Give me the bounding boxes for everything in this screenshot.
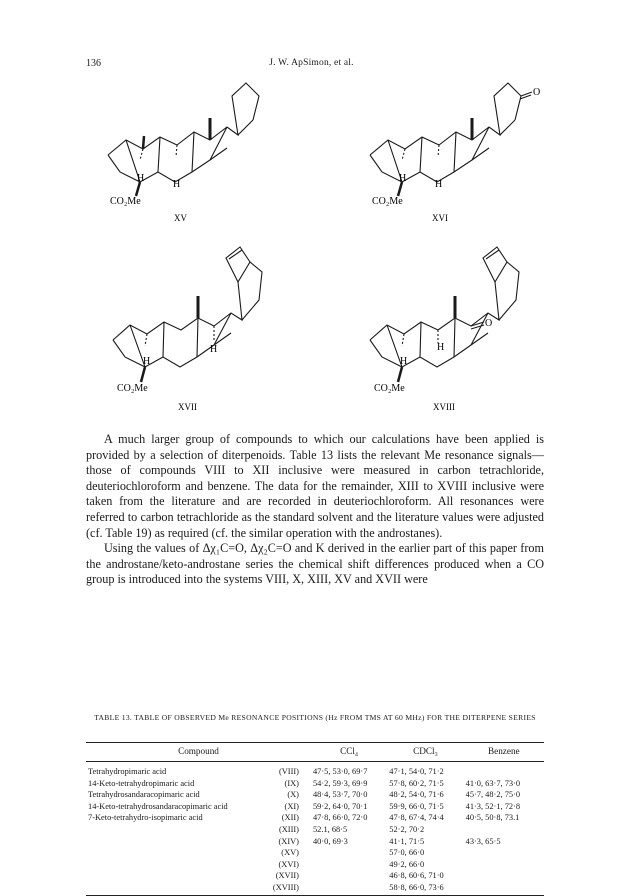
col-ccl4: CCl₄ — [340, 746, 359, 756]
compound-number: (XVIII) — [272, 882, 299, 892]
xviii-label: XVIII — [433, 402, 455, 412]
ccl4-value: 52.1, 68·5 — [312, 824, 348, 834]
compound-number: (XII) — [281, 813, 299, 823]
ccl4-value — [311, 871, 387, 883]
compound-name — [86, 883, 251, 895]
benzene-value — [464, 860, 544, 872]
compound-number: (IX) — [284, 778, 299, 788]
xvi-h-2: H — [435, 179, 443, 190]
benzene-value — [464, 762, 544, 779]
table-row — [86, 802, 544, 814]
table-body — [86, 762, 544, 896]
table-row — [86, 813, 544, 825]
compound-name: Tetrahydropimaric acid — [88, 767, 167, 776]
cdcl3-value: 57·0, 66·0 — [389, 848, 425, 858]
col-benzene: Benzene — [487, 746, 520, 756]
benzene-value: 41·3, 52·1, 72·8 — [465, 801, 521, 811]
paragraph-1: A much larger group of compounds to which our calculations have been applied is provided by a selection of diterpenoids. Table 13 lists the relevant Me resonance signals—those of compounds VIII to XII inclusive were measured in carbon tetrachloride, deuteriochloroform and benzene. The data for the remainder, XIII to XVIII inclusive were taken from the literature and are recorded in deuteriochloroform. All resonances were referred to carbon tetrachloride as the standard solvent and the literature values were adjusted (cf. Table 19) as required (cf. the similar operation with the androstanes). — [86, 432, 544, 540]
xvi-oxygen: O — [533, 87, 541, 98]
ccl4-value — [311, 883, 387, 895]
compound-name: Tetrahydrosandaracopimaric acid — [88, 790, 200, 800]
cdcl3-value: 58·8, 66·0, 73·6 — [389, 882, 444, 892]
cdcl3-value: 47·1, 54·0, 71·2 — [389, 767, 444, 776]
table-row — [86, 883, 544, 895]
compound-name — [86, 871, 251, 883]
body-text — [86, 432, 544, 588]
compound-number: (XVI) — [278, 859, 299, 869]
col-cdcl3: CDCl₃ — [413, 746, 438, 756]
benzene-value: 40·5, 50·8, 73.1 — [465, 813, 520, 823]
cdcl3-value: 49·2, 66·0 — [389, 859, 425, 869]
ccl4-value: 47·5, 53·0, 69·7 — [312, 767, 368, 776]
xv-h-1: H — [137, 173, 145, 184]
table-row — [86, 860, 544, 872]
xvi-label: XVI — [432, 213, 448, 223]
xvii-h-1: H — [143, 356, 151, 367]
compound-number: (XIV) — [278, 836, 299, 846]
table-row — [86, 779, 544, 791]
table-header-row — [86, 743, 544, 762]
cdcl3-value: 41·1, 71·5 — [389, 836, 425, 846]
col-compound: Compound — [178, 746, 219, 756]
page-number: 136 — [86, 58, 101, 69]
xviii-ester: CO₂Me — [374, 383, 405, 394]
table-row — [86, 871, 544, 883]
cdcl3-value: 48·2, 54·0, 71·6 — [389, 790, 444, 800]
structures-figure — [0, 0, 623, 430]
cdcl3-value: 57·8, 60·2, 71·5 — [389, 778, 444, 788]
compound-number: (X) — [287, 790, 299, 800]
compound-number: (VIII) — [278, 767, 299, 776]
xviii-h-2: H — [437, 342, 445, 353]
xvi-ester: CO₂Me — [372, 196, 403, 207]
ccl4-value: 48·4, 53·7, 70·0 — [312, 790, 368, 800]
table-row — [86, 848, 544, 860]
benzene-value — [464, 883, 544, 895]
xviii-oxygen: O — [485, 318, 493, 329]
compound-name — [86, 848, 251, 860]
xv-label: XV — [174, 213, 187, 223]
structure-xviii — [370, 247, 519, 382]
xvii-label: XVII — [178, 402, 197, 412]
ccl4-value — [311, 860, 387, 872]
compound-name — [86, 837, 251, 849]
xv-ester: CO₂Me — [110, 196, 141, 207]
ccl4-value: 40·0, 69·3 — [312, 836, 348, 846]
data-table — [86, 742, 544, 896]
benzene-value — [464, 825, 544, 837]
running-head: J. W. ApSimon, et al. — [269, 58, 354, 68]
structure-xvi — [370, 83, 532, 196]
xvi-h-1: H — [399, 173, 407, 184]
ccl4-value: 47·8, 66·0, 72·0 — [312, 813, 368, 823]
compound-name: 7-Keto-tetrahydro-isopimaric acid — [88, 813, 203, 823]
compound-number: (XV) — [281, 848, 299, 858]
cdcl3-value: 46·8, 60·6, 71·0 — [389, 871, 444, 881]
xviii-h-1: H — [400, 356, 408, 367]
xvii-ester: CO₂Me — [117, 383, 148, 394]
table-row — [86, 837, 544, 849]
ccl4-value: 59·2, 64·0, 70·1 — [312, 801, 368, 811]
compound-number: (XVII) — [275, 871, 299, 881]
benzene-value — [464, 848, 544, 860]
cdcl3-value: 47·8, 67·4, 74·4 — [389, 813, 444, 823]
benzene-value: 41·0, 63·7, 73·0 — [465, 778, 521, 788]
xvii-h-2: H — [210, 344, 218, 355]
table-row — [86, 790, 544, 802]
benzene-value: 45·7, 48·2, 75·0 — [465, 790, 521, 800]
compound-name — [86, 825, 251, 837]
structure-xv — [108, 83, 259, 196]
compound-name — [86, 860, 251, 872]
ccl4-value: 54·2, 59·3, 69·9 — [312, 778, 368, 788]
benzene-value: 43·3, 65·5 — [465, 836, 501, 846]
table-row — [86, 762, 544, 779]
compound-name: 14-Keto-tetrahydropimaric acid — [88, 778, 195, 788]
cdcl3-value: 59·9, 66·0, 71·5 — [389, 801, 444, 811]
table-caption: TABLE 13. TABLE OF OBSERVED Me RESONANCE POSITIONS (Hz FROM TMS AT 60 MHz) FOR THE DITERPENE SERIES — [94, 713, 536, 722]
compound-name: 14-Keto-tetrahydrosandaracopimaric acid — [88, 801, 228, 811]
structure-xvii — [113, 247, 262, 382]
paragraph-2: Using the values of Δχ₁C=O, Δχ₂C=O and K derived in the earlier part of this paper from the androstane/keto-androstane series the chemical shift differences produced when a CO group is introduced into the systems VIII, X, XIII, XV and XVII were — [86, 541, 544, 587]
benzene-value — [464, 871, 544, 883]
ccl4-value — [311, 848, 387, 860]
cdcl3-value: 52·2, 70·2 — [389, 824, 425, 834]
compound-number: (XI) — [284, 801, 299, 811]
table-row — [86, 825, 544, 837]
xv-h-2: H — [173, 179, 181, 190]
compound-number: (XIII) — [278, 824, 299, 834]
